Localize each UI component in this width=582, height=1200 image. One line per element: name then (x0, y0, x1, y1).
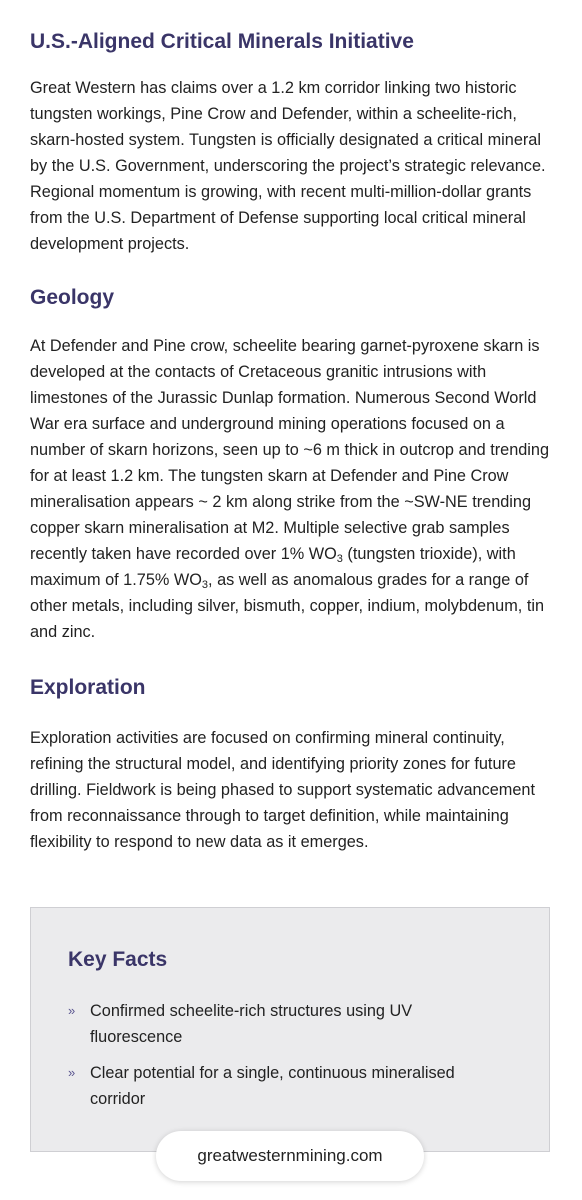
geology-text-2: (tungsten trioxide), with maximum of 1.75% WO (30, 545, 516, 589)
key-facts-heading: Key Facts (68, 948, 168, 971)
subscript-3: 3 (336, 553, 343, 565)
key-facts-list (68, 998, 508, 1122)
url-text: greatwesternmining.com (197, 1146, 383, 1165)
list-item (68, 998, 508, 1050)
key-fact-text: Clear potential for a single, continuous mineralised corridor (90, 1064, 455, 1108)
section-body-geology (30, 333, 554, 645)
double-chevron-icon: » (68, 1003, 76, 1018)
section-heading-geology: Geology (30, 286, 115, 309)
geology-text-3: , as well as anomalous grades for a range of other metals, including silver, bismuth, copper, indium, molybdenum, tin and zinc. (30, 571, 545, 641)
section-heading-exploration: Exploration (30, 676, 146, 699)
section-body-exploration: Exploration activities are focused on confirming mineral continuity, refining the structural model, and identifying priority zones for future drilling. Fieldwork is being phased to support systematic advancement from reconnaissance through to target definition, while maintaining flexibility to respond to new data as it emerges. (30, 729, 535, 851)
key-facts-box (30, 907, 550, 1152)
double-chevron-icon: » (68, 1065, 76, 1080)
section-body-initiative: Great Western has claims over a 1.2 km corridor linking two historic tungsten workings, Pine Crow and Defender, within a scheelite-rich, skarn-hosted system. Tungsten is officially designated a critical mineral by the U.S. Government, underscoring the project’s strategic relevance. Regional momentum is growing, with recent multi-million-dollar grants from the U.S. Department of Defense supporting local critical mineral development projects. (30, 79, 546, 253)
section-heading-initiative: U.S.-Aligned Critical Minerals Initiative (30, 30, 414, 53)
key-fact-text: Confirmed scheelite-rich structures using UV fluorescence (90, 1002, 413, 1046)
browser-url-bar[interactable] (156, 1131, 424, 1181)
geology-text-1: At Defender and Pine crow, scheelite bearing garnet-pyroxene skarn is developed at the contacts of Cretaceous granitic intrusions with limestones of the Jurassic Dunlap formation. Numerous Second World War era surface and underground mining operations focused on a number of skarn horizons, seen up to ~6 m thick in outcrop and trending for at least 1.2 km. The tungsten skarn at Defender and Pine Crow mineralisation appears ~ 2 km along strike from the ~SW-NE trending copper skarn mineralisation at M2. Multiple selective grab samples recently taken have recorded over 1% WO (30, 337, 550, 563)
subscript-3: 3 (201, 579, 209, 591)
list-item (68, 1060, 508, 1112)
